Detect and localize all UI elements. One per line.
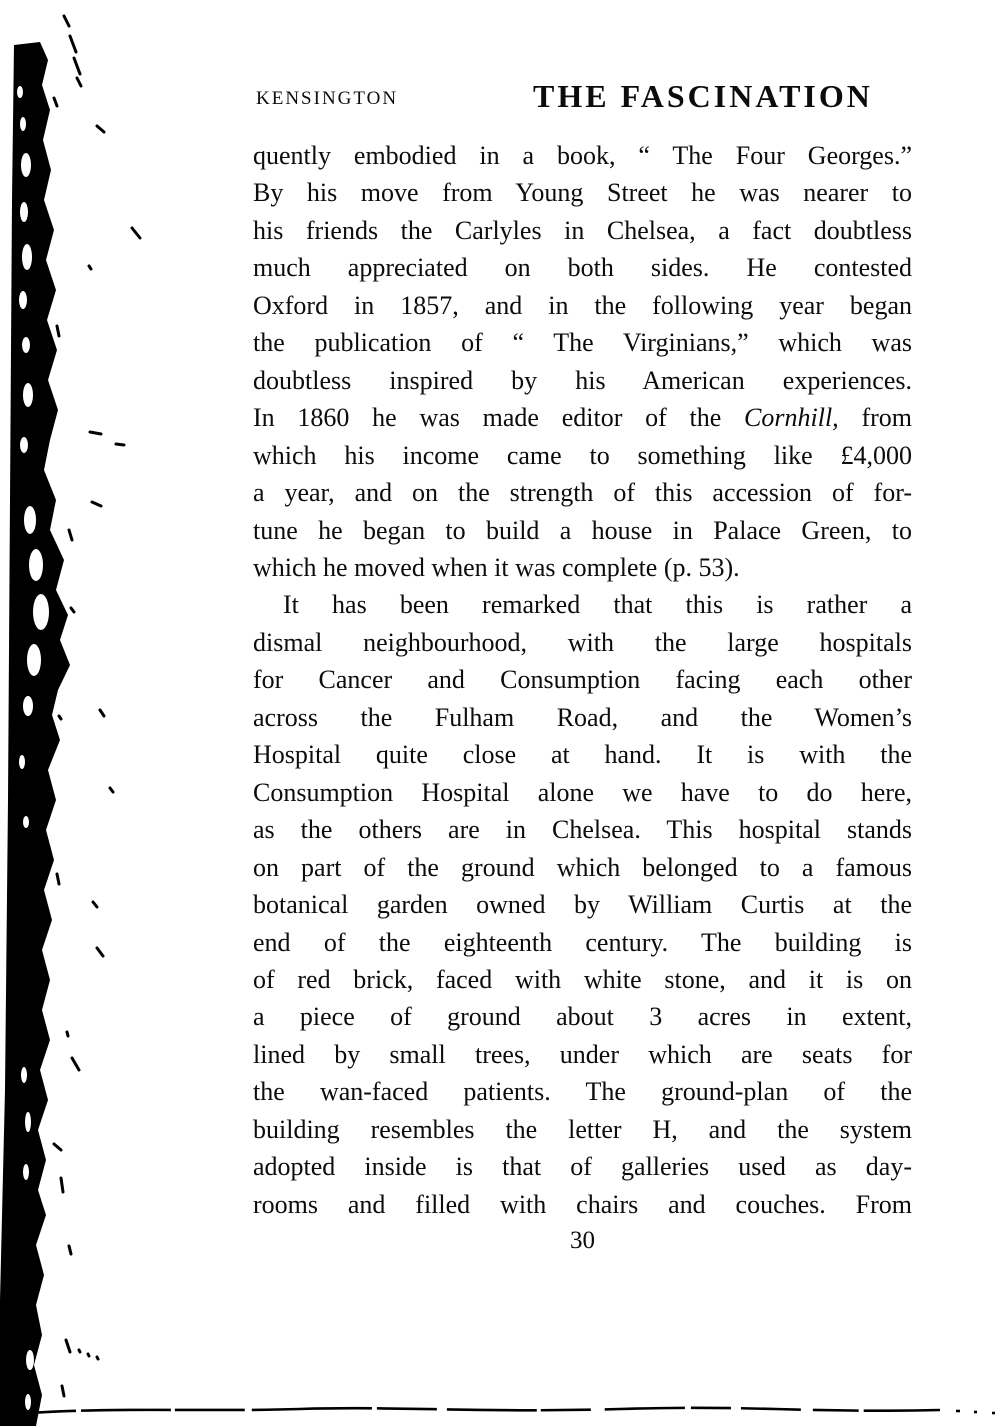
text-line — [253, 624, 912, 661]
text-line — [253, 437, 912, 474]
text-line — [253, 924, 912, 961]
text-segment: Consumption Hospital alone we have to do here, — [253, 777, 912, 807]
text-segment: for Cancer and Consumption facing each other — [253, 665, 912, 695]
text-line — [253, 362, 912, 399]
running-head-section: KENSINGTON — [256, 88, 399, 109]
text-segment: from — [838, 403, 912, 433]
text-segment: across the Fulham Road, and the Women’s — [253, 702, 912, 732]
text-line — [253, 512, 912, 549]
text-segment: Hospital quite close at hand. It is with the — [253, 740, 912, 770]
text-segment: on part of the ground which belonged to a famous — [253, 852, 912, 882]
text-segment: By his move from Young Street he was nearer to — [253, 178, 912, 208]
text-line — [253, 774, 912, 811]
text-segment: Oxford in 1857, and in the following year began — [253, 290, 912, 320]
text-segment: dismal neighbourhood, with the large hospitals — [253, 627, 912, 657]
text-segment: the wan-faced patients. The ground-plan of the — [253, 1077, 912, 1107]
text-segment: which his income came to something like £4,000 — [253, 440, 912, 470]
text-line — [253, 399, 912, 436]
text-line — [253, 961, 912, 998]
running-head-title: THE FASCINATION — [533, 78, 873, 114]
text-segment: adopted inside is that of galleries used as day- — [253, 1152, 912, 1182]
text-line — [253, 998, 912, 1035]
text-segment: doubtless inspired by his American experiences. — [253, 365, 912, 395]
body-text — [253, 137, 912, 1223]
text-line — [253, 1111, 912, 1148]
text-segment: quently embodied in a book, “ The Four Georges.” — [253, 141, 912, 170]
text-segment: the publication of “ The Virginians,” which was — [253, 328, 912, 358]
text-segment: In 1860 he was made editor of the — [253, 403, 745, 433]
text-line — [253, 886, 912, 923]
italic-text-segment: Cornhill, — [744, 403, 839, 433]
text-segment: his friends the Carlyles in Chelsea, a fact doubtless — [253, 215, 912, 245]
text-line — [253, 137, 912, 174]
text-line — [253, 586, 912, 623]
text-line — [253, 474, 912, 511]
text-segment: of red brick, faced with white stone, and it is on — [253, 964, 912, 994]
text-line — [253, 736, 912, 773]
text-segment: lined by small trees, under which are seats for — [253, 1039, 912, 1069]
text-line — [253, 1036, 912, 1073]
stray-ink-marks — [54, 16, 140, 1396]
text-segment: much appreciated on both sides. He contested — [253, 253, 912, 283]
text-segment: end of the eighteenth century. The building is — [253, 927, 912, 957]
text-line — [253, 287, 912, 324]
text-segment: which he moved when it was complete (p. 53). — [253, 552, 740, 582]
text-line — [253, 811, 912, 848]
text-segment: rooms and filled with chairs and couches. From — [253, 1189, 912, 1219]
text-segment: as the others are in Chelsea. This hospital stands — [253, 815, 912, 845]
text-line — [253, 249, 912, 286]
text-line — [253, 1148, 912, 1185]
text-segment: It has been remarked that this is rather a — [283, 590, 912, 620]
text-segment: botanical garden owned by William Curtis at the — [253, 890, 912, 920]
bottom-scan-rule — [30, 1408, 995, 1413]
text-segment: a piece of ground about 3 acres in extent, — [253, 1002, 912, 1032]
page-number: 30 — [570, 1227, 595, 1254]
text-line — [253, 212, 912, 249]
text-line — [253, 849, 912, 886]
text-segment: building resembles the letter H, and the system — [253, 1114, 912, 1144]
text-line — [253, 1073, 912, 1110]
text-segment: a year, and on the strength of this accession of for- — [253, 478, 912, 508]
text-line — [253, 1186, 912, 1223]
text-line — [253, 174, 912, 211]
text-line — [253, 661, 912, 698]
text-segment: tune he began to build a house in Palace Green, to — [253, 515, 912, 545]
text-line — [253, 699, 912, 736]
text-line — [253, 324, 912, 361]
text-line — [253, 549, 912, 586]
